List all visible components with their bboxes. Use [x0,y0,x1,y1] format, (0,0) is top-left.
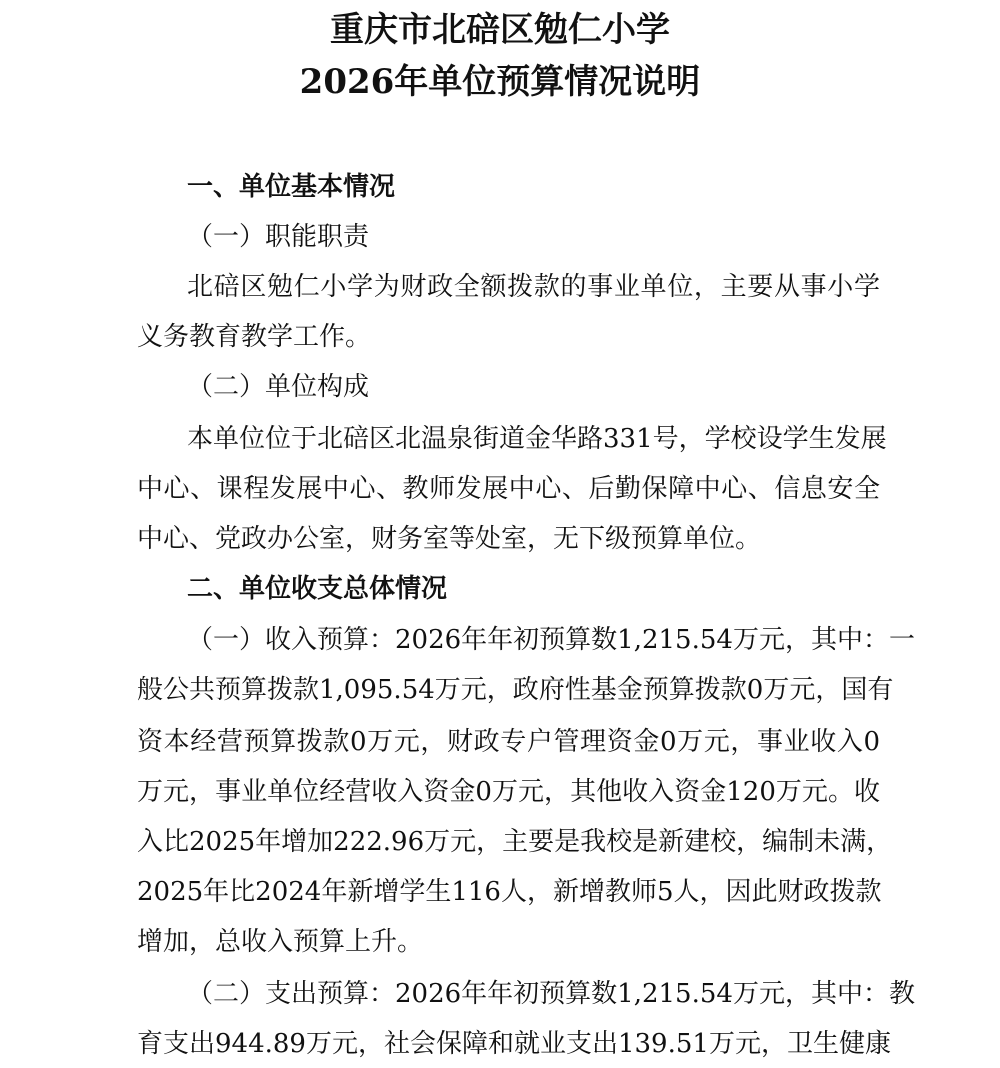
paragraph-line: 入比2025年增加222.96万元，主要是我校是新建校，编制未满， [137,827,893,857]
paragraph-line: 中心、课程发展中心、教师发展中心、后勤保障中心、信息安全 [137,474,880,504]
paragraph-line: 般公共预算拨款1,095.54万元，政府性基金预算拨款0万元，国有 [137,675,894,705]
section2-heading: 二、单位收支总体情况 [187,574,448,604]
paragraph-line: 北碚区勉仁小学为财政全额拨款的事业单位，主要从事小学 [187,272,880,302]
paragraph-line: （二）支出预算：2026年年初预算数1,215.54万元，其中：教 [187,979,915,1009]
paragraph-line: 增加，总收入预算上升。 [137,927,424,957]
paragraph-line: 万元，事业单位经营收入资金0万元，其他收入资金120万元。收 [137,777,880,807]
paragraph-line: （一）收入预算：2026年年初预算数1,215.54万元，其中：一 [187,625,915,655]
section1-sub2-heading: （二）单位构成 [187,372,370,402]
document-title-line2: 2026年单位预算情况说明 [299,62,701,102]
paragraph-line: 2025年比2024年新增学生116人，新增教师5人，因此财政拨款 [137,877,882,907]
section1-sub1-heading: （一）职能职责 [187,222,370,252]
paragraph-line: 中心、党政办公室，财务室等处室，无下级预算单位。 [137,524,762,554]
section1-heading: 一、单位基本情况 [187,172,396,202]
document-title-line1: 重庆市北碚区勉仁小学 [330,10,670,50]
paragraph-line: 本单位位于北碚区北温泉街道金华路331号，学校设学生发展 [187,424,887,454]
paragraph-line: 义务教育教学工作。 [137,322,372,352]
paragraph-line: 育支出944.89万元，社会保障和就业支出139.51万元，卫生健康 [137,1029,891,1059]
paragraph-line: 资本经营预算拨款0万元，财政专户管理资金0万元，事业收入0 [137,727,880,757]
